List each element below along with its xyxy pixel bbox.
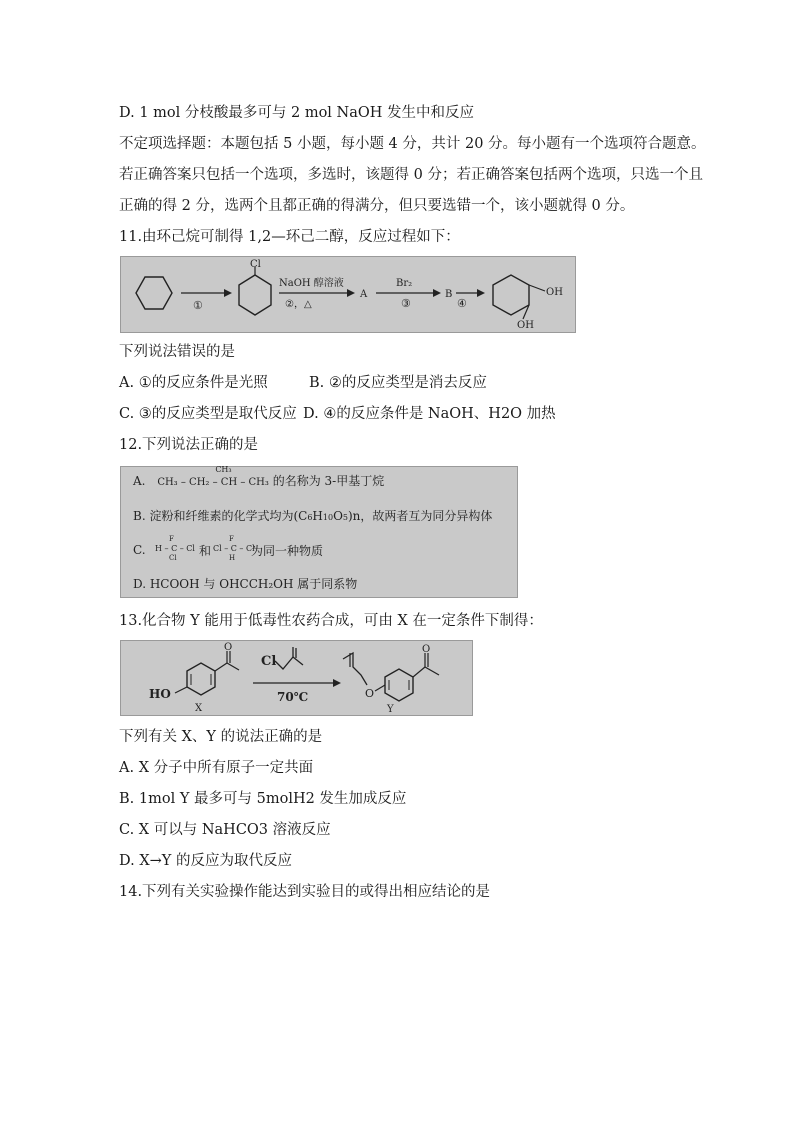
y-ether-bond (375, 685, 385, 691)
intermediate-a: A (360, 289, 368, 300)
question-13-stem: 13.化合物 Y 能用于低毒性农药合成，可由 X 在一定条件下制得： (119, 613, 543, 629)
x-label: X (195, 703, 203, 714)
arrow-4-head (477, 289, 485, 297)
structural-formula-a (157, 465, 269, 488)
oh-bond-1 (529, 285, 545, 291)
condition-2-bottom: ②，△ (285, 299, 312, 310)
step-4-label: ④ (457, 297, 467, 310)
option-12-c (133, 535, 433, 563)
option-13-c: C. X 可以与 NaHCO3 溶液反应 (119, 822, 331, 838)
option-13-d: D. X→Y 的反应为取代反应 (119, 853, 292, 869)
option-12-b-text: )n，故两者互为同分异构体 (348, 509, 493, 523)
option-12-b-text: O (333, 509, 343, 523)
intermediate-b: B (445, 289, 453, 300)
cl-label: Cl (250, 259, 261, 270)
option-12-d: D. HCOOH 与 OHCCH₂OH 属于同系物 (133, 577, 358, 591)
cyclohexane-ring (136, 277, 172, 309)
option-12-a (133, 465, 385, 489)
condition-2-top: NaOH 醇溶液 (279, 278, 344, 289)
question-11-prompt: 下列说法错误的是 (119, 344, 235, 360)
y-ketone-o: O (422, 644, 431, 655)
x-oh-bond (175, 687, 187, 693)
arrow-1-head (224, 289, 232, 297)
option-12-b-text: H (312, 509, 323, 523)
option-13-a: A. X 分子中所有原子一定共面 (119, 760, 314, 776)
y-ether-o: O (365, 687, 375, 700)
y-acyl-bond (413, 667, 425, 677)
reaction-arrow-head (333, 679, 341, 687)
text-line: D. 1 mol 分枝酸最多可与 2 mol NaOH 发生中和反应 (119, 105, 475, 121)
option-11-d: D. ④的反应条件是 NaOH、H2O 加热 (303, 406, 556, 422)
y-label: Y (387, 704, 394, 715)
molecule-1-top: F (169, 535, 174, 543)
y-methyl-bond (425, 667, 439, 675)
option-12-a-text: 的名称为 3-甲基丁烷 (272, 474, 385, 488)
option-11-a: A. ①的反应条件是光照 (119, 375, 268, 391)
reaction-scheme-11 (120, 256, 576, 333)
x-methyl-bond (227, 663, 239, 670)
reagent-cl: Cl (261, 654, 277, 669)
subscript: 6 (307, 513, 313, 522)
and-word: 和 (199, 544, 212, 558)
molecule-1: H – C – Cl (155, 544, 195, 553)
text-line: 不定项选择题：本题包括 5 小题，每小题 4 分，共计 20 分。每小题有一个选项符合题意。 (119, 136, 706, 152)
subscript: 10 (322, 513, 334, 522)
text-line: 正确的得 2 分，选两个且都正确的得满分，但只要选错一个，该小题就得 0 分。 (119, 198, 635, 214)
arrow-2-head (347, 289, 355, 297)
question-12-options-panel (120, 466, 518, 598)
x-ketone-o: O (224, 642, 233, 653)
option-11-b: B. ②的反应类型是消去反应 (309, 375, 487, 391)
option-11-c: C. ③的反应类型是取代反应 (119, 406, 297, 422)
molecule-2-bottom: H (229, 554, 236, 562)
arrow-3-head (433, 289, 441, 297)
option-12-c-text: 为同一种物质 (251, 544, 324, 558)
condition-3-top: Br₂ (396, 278, 413, 289)
option-12-c-prefix: C. (133, 543, 146, 557)
oh-label-2: OH (517, 320, 534, 331)
option-12-b (133, 507, 492, 524)
scheme-11-drawing (121, 257, 575, 332)
main-chain: CH₃ – CH₂ – CH – CH₃ (157, 477, 269, 488)
oh-label-1: OH (546, 287, 563, 298)
chlorocyclohexane-ring (239, 275, 271, 315)
subscript: 5 (342, 513, 348, 522)
x-ho-label: HO (149, 687, 171, 701)
x-acyl-bond (215, 663, 227, 671)
molecule-2: Cl – C – Cl (213, 544, 255, 553)
temperature-label: 70℃ (277, 690, 309, 704)
reagent-chain (275, 657, 303, 669)
option-13-b: B. 1mol Y 最多可与 5molH2 发生加成反应 (119, 791, 407, 807)
scheme-13-drawing (121, 641, 472, 715)
question-13-prompt: 下列有关 X、Y 的说法正确的是 (119, 729, 323, 745)
condition-3-bottom: ③ (401, 297, 411, 310)
diol-ring (493, 275, 529, 315)
question-11-stem: 11.由环己烷可制得 1,2—环己二醇，反应过程如下： (119, 229, 460, 245)
option-12-b-text: B. 淀粉和纤维素的化学式均为(C (133, 509, 308, 523)
molecule-1-bottom: Cl (169, 554, 177, 562)
question-14-stem: 14.下列有关实验操作能达到实验目的或得出相应结论的是 (119, 884, 491, 900)
text-line: 若正确答案只包括一个选项，多选时，该题得 0 分；若正确答案包括两个选项，只选一个且 (119, 167, 703, 183)
reaction-scheme-13 (120, 640, 473, 716)
question-12-stem: 12.下列说法正确的是 (119, 437, 259, 453)
option-12-a-prefix: A. (133, 474, 146, 488)
branch-methyl: CH₃ (215, 465, 232, 474)
y-allyl-chain (343, 653, 367, 685)
molecule-2-top: F (229, 535, 234, 543)
step-1-label: ① (193, 299, 203, 312)
